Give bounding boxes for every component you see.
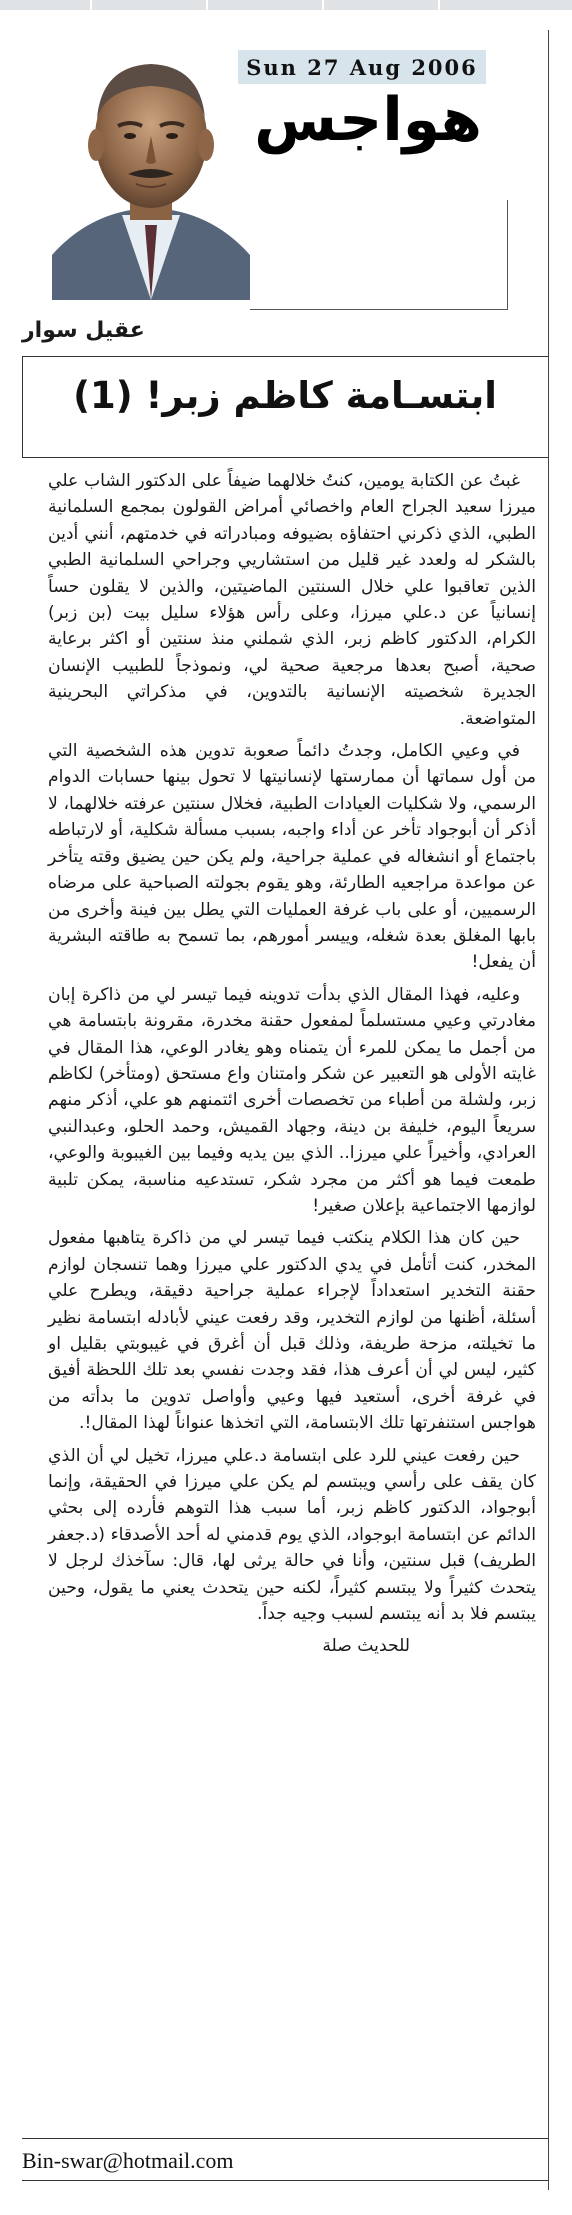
article-body: [48, 468, 536, 1666]
header-frame-line: [507, 200, 508, 310]
signoff: للحديث صلة: [322, 1636, 410, 1657]
author-portrait: [52, 40, 250, 300]
article-title: ابتسـامة كاظم زبر! (1): [73, 374, 497, 417]
title-frame-top: [22, 356, 548, 357]
publication-date: Sun 27 Aug 2006: [238, 50, 486, 84]
author-email: Bin-swar@hotmail.com: [22, 2148, 234, 2173]
article-paragraph: حين كان هذا الكلام ينكتب فيما تيسر لي من ذاكرة يتاهبها مفعول المخدر، كنت أتأمل في يدي الدكتور علي ميرزا وهما تنسجان لوازم حقنة التخدير استعداداً لإجراء عملية جراحية دقيقة، ويطرح علي أسئلة، أظنها من لوازم التخدير، وقد رفعت عيني لأبادله ابتسامة نظير ما تخيلته، مزحة طريفة، وذلك قبل أن أغرق في غيبوبتي بقليل او كثير، ليس لي أن أعرف هذا، فقد وجدت نفسي بعد تلك اللحظة أفيق في غرفة أخرى، أستعيد فيها وعيي وأواصل تدوين ما بدأته من هواجس استنفرتها تلك الابتسامة، التي اتخذها عنواناً لهذا المقال!.: [48, 1228, 536, 1434]
author-name: عقيل سوار: [22, 318, 145, 343]
article-paragraph: في وعيي الكامل، وجدتُ دائماً صعوبة تدوين هذه الشخصية التي من أول سماتها أن ممارستها لإنسانيتها لا تحول بينها حسابات الدوام الرسمي، ولا شكليات العيادات الطبية، فخلال سنتين عرفته خلالهما، لا أذكر أن أبوجواد تأخر عن أداء واجبه، بسبب مسألة شكلية، أو لارتباطه باجتماع أو انشغاله في عملية جراحية، ولم يكن حين يضيق وقته يتأخر عن مواعدة مراجعيه الطارئة، وهو يقوم بجولته الصباحية على مرضاه الرسميين، أو على باب غرفة العمليات التي يطل بين فينة وأخرى من بابها المغلق بعدة شغله، وييسر أمورهم، بما تسمح به طاقته البشرية أن يفعل!: [48, 741, 536, 973]
section-title: هواجس: [254, 85, 482, 155]
strip-divider: [90, 0, 92, 10]
article-paragraph: حين رفعت عيني للرد على ابتسامة د.علي ميرزا، تخيل لي أن الذي كان يقف على رأسي ويبتسم لم يكن علي ميرزا في الحقيقة، وإنما أبوجواد، الدكتور كاظم زبر، أما سبب هذا التوهم فأرده إلى بحثي الدائم عن ابتسامة ابوجواد، الذي يوم قدمني له أحد الأصدقاء (د.جعفر الطريف) قبل سنتين، وأنا في حالة يرثى لها، قال: سآخذك لرجل لا يتحدث كثيراً ولا يبتسم كثيراً، لكنه حين يتحدث يعني ما يقول، وحين يبتسم فلا بد أنه يبتسم لسبب وجيه جداً.: [48, 1445, 536, 1625]
article-paragraph: وعليه، فهذا المقال الذي بدأت تدوينه فيما تيسر لي من ذاكرة إبان مغادرتي وعيي مستسلماً لمفعول حقنة مخدرة، مقرونة بابتسامة هي من أجمل ما يمكن للمرء أن يتمناه وهو يغادر الوعي، هذا المقال في غايته الأولى هو التعبير عن شكر وامتنان واع مستحق (ومتأخر) لكاظم زبر، ولشلة من أطباء من تخصصات أخرى ائتمنهم هو علي، أذكر منهم سريعاً اليوم، خليفة بن دينة، وجهاد القميش، وحمد الحلو، وعبدالنبي العرادي، وأخيراً علي ميرزا.. الذي بين يديه وفيما بين الغيبوبة والوعي، طمعت فيما هو أكثر من مجرد شكر، تستدعيه مناسبة، يمكن تلبية لوازمها الاجتماعية بإعلان صغير!: [48, 984, 536, 1216]
strip-divider: [438, 0, 440, 10]
strip-divider: [206, 0, 208, 10]
footer-rule-top: [22, 2138, 548, 2139]
article-paragraph: غبتُ عن الكتابة يومين، كنتُ خلالهما ضيفاً على الدكتور الشاب علي ميرزا سعيد الجراح العام واخصائي أمراض القولون بمجمع السلمانية الطبي، الذي ذكرني احتفاؤه بضيوفه ومبادراته في خدمتهم، أنني أدين بالشكر له ولعدد غير قليل من استشاريي وجراحي السلمانية الطبي الذين تعاقبوا علي خلال السنتين الماضيتين، والذين لا يقلون حساً إنسانياً عن د.علي ميرزا، وعلى رأس هؤلاء سليل بيت (بن زبر) الكرام، الدكتور كاظم زبر، الذي شملني منذ سنتين أو اكثر برعاية صحية، أصبح بعدها مرجعية صحية لي، ونموذجاً للطبيب الإنسان الجديرة شخصيته الإنسانية بالتدوين، في مذكراتي البحرينية المتواضعة.: [48, 471, 536, 729]
title-frame-bottom: [22, 457, 548, 458]
strip-divider: [322, 0, 324, 10]
right-column-rule: [548, 30, 549, 2190]
footer-rule-bottom: [22, 2180, 548, 2181]
header-frame-line: [250, 309, 508, 310]
top-strip: [0, 0, 572, 10]
